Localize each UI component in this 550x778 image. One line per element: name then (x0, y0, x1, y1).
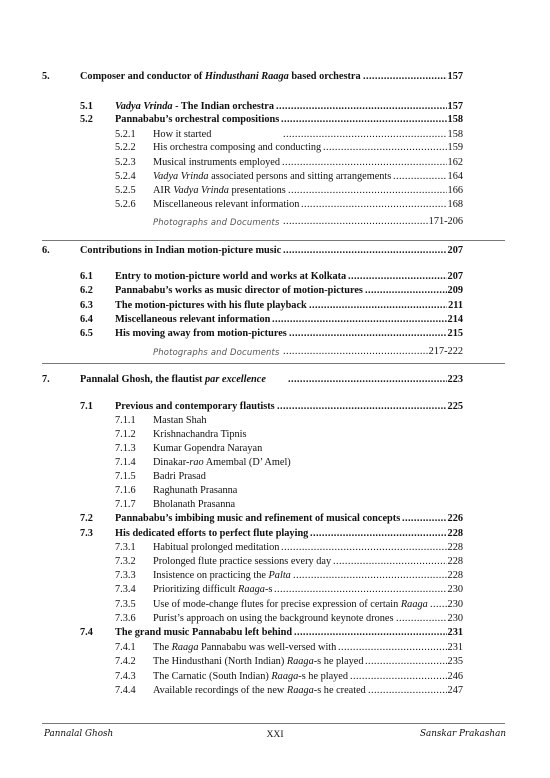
toc-number: 7.3.6 (115, 613, 136, 624)
toc-entry (0, 170, 550, 184)
toc-entry (0, 327, 550, 341)
toc-entry (0, 100, 550, 114)
toc-number: 7.3.5 (115, 599, 136, 610)
toc-entry (0, 684, 550, 698)
toc-number: 7.4 (80, 627, 93, 638)
toc-entry (0, 128, 550, 142)
toc-title: Insistence on practicing the Palta (153, 570, 291, 581)
toc-photographs-entry (0, 215, 550, 229)
toc-number: 7. (42, 374, 50, 385)
toc-number: 7.1.5 (115, 471, 136, 482)
toc-page-number: 225 (447, 401, 463, 412)
toc-number: 5.2.3 (115, 157, 136, 168)
toc-title: AIR Vadya Vrinda presentations (153, 185, 286, 196)
toc-title: Habitual prolonged meditation (153, 542, 280, 553)
toc-number: 7.4.3 (115, 671, 136, 682)
toc-page-number: 247 (447, 685, 463, 696)
toc-entry (0, 655, 550, 669)
toc-page-number: 164 (447, 171, 463, 182)
toc-page-number: 215 (447, 328, 463, 339)
toc-title: Bholanath Prasanna (153, 499, 236, 510)
toc-number: 6.1 (80, 271, 93, 282)
toc-number: 5.1 (80, 101, 93, 112)
divider (42, 363, 505, 364)
toc-title: Miscellaneous relevant information (115, 314, 271, 325)
toc-leader-dots (402, 512, 447, 526)
toc-entry (0, 414, 550, 428)
toc-title: Prioritizing difficult Raaga-s (153, 584, 273, 595)
toc-title: The Carnatic (South Indian) Raaga-s he played (153, 671, 349, 682)
toc-number: 7.3.3 (115, 570, 136, 581)
toc-page-number: 162 (447, 157, 463, 168)
toc-title: Musical instruments employed (153, 157, 280, 168)
toc-entry (0, 583, 550, 597)
toc-title: His orchestra composing and conducting (153, 142, 322, 153)
toc-title: The motion-pictures with his flute playback (115, 300, 307, 311)
toc-title: Photographs and Documents (153, 347, 280, 357)
divider (42, 723, 505, 724)
toc-entry (0, 113, 550, 127)
toc-number: 7.3.4 (115, 584, 136, 595)
toc-entry (0, 641, 550, 655)
toc-entry (0, 198, 550, 212)
toc-entry (0, 484, 550, 498)
toc-title: His dedicated efforts to perfect flute playing (115, 528, 309, 539)
toc-entry (0, 284, 550, 298)
toc-page-number: 168 (447, 199, 463, 210)
toc-number: 7.1.6 (115, 485, 136, 496)
toc-title: How it started (153, 129, 212, 140)
toc-title: His moving away from motion-pictures (115, 328, 287, 339)
toc-leader-dots (309, 299, 447, 313)
toc-entry (0, 184, 550, 198)
toc-entry (0, 456, 550, 470)
toc-leader-dots (323, 141, 447, 155)
toc-title: Prolonged flute practice sessions every day (153, 556, 332, 567)
toc-leader-dots (277, 400, 447, 414)
toc-entry (0, 670, 550, 684)
toc-page-number: 230 (447, 599, 463, 610)
toc-title: Available recordings of the new Raaga-s he created (153, 685, 366, 696)
toc-page-number: 246 (447, 671, 463, 682)
toc-leader-dots (294, 626, 447, 640)
toc-number: 7.2 (80, 513, 93, 524)
toc-number: 6.2 (80, 285, 93, 296)
toc-number: 7.1 (80, 401, 93, 412)
toc-leader-dots (281, 541, 447, 555)
toc-entry (0, 428, 550, 442)
toc-page-number: 223 (447, 374, 463, 385)
toc-title: Miscellaneous relevant information (153, 199, 300, 210)
toc-page-number: 235 (447, 656, 463, 667)
toc-leader-dots (363, 70, 447, 84)
toc-page-number: 159 (447, 142, 463, 153)
toc-leader-dots (283, 244, 447, 258)
toc-number: 7.4.1 (115, 642, 136, 653)
toc-page-number: 226 (447, 513, 463, 524)
toc-number: 7.3.1 (115, 542, 136, 553)
toc-entry (0, 598, 550, 612)
toc-leader-dots (281, 113, 447, 127)
toc-page-number: 166 (447, 185, 463, 196)
toc-leader-dots (365, 655, 447, 669)
toc-page-number: 207 (447, 245, 463, 256)
page-number: XXI (266, 729, 284, 740)
toc-leader-dots (288, 373, 447, 387)
toc-entry (0, 612, 550, 626)
toc-title: Pannalal Ghosh, the flautist par excellence (80, 374, 266, 385)
toc-photographs-entry (0, 345, 550, 359)
toc-entry (0, 313, 550, 327)
footer-publisher: Sanskar Prakashan (419, 729, 506, 739)
toc-title: Previous and contemporary flautists (115, 401, 275, 412)
toc-leader-dots (368, 684, 447, 698)
toc-entry (0, 299, 550, 313)
toc-leader-dots (274, 583, 447, 597)
toc-entry (0, 373, 550, 387)
toc-title: Pannababu’s works as music director of motion-pictures (115, 285, 363, 296)
toc-leader-dots (338, 641, 447, 655)
toc-leader-dots (276, 100, 447, 114)
toc-leader-dots (301, 198, 447, 212)
toc-title: Dinakar-rao Amembal (D’ Amel) (153, 457, 291, 468)
toc-page-number: 217-222 (428, 346, 463, 357)
toc-title: Entry to motion-picture world and works at Kolkata (115, 271, 347, 282)
toc-entry (0, 527, 550, 541)
page-footer (0, 729, 550, 745)
toc-title: Photographs and Documents (153, 217, 280, 227)
toc-page-number: 157 (447, 71, 463, 82)
toc-leader-dots (393, 170, 447, 184)
toc-title: Vadya Vrinda - The Indian orchestra (115, 101, 274, 112)
toc-number: 5. (42, 71, 50, 82)
toc-number: 5.2.6 (115, 199, 136, 210)
toc-leader-dots (310, 527, 447, 541)
toc-page-number: 231 (447, 627, 463, 638)
toc-number: 5.2.2 (115, 142, 136, 153)
toc-title: Pannababu’s imbibing music and refinement of musical concepts (115, 513, 401, 524)
toc-page-number: 228 (447, 556, 463, 567)
toc-page-number: 228 (447, 542, 463, 553)
toc-entry (0, 400, 550, 414)
toc-leader-dots (365, 284, 447, 298)
toc-number: 5.2.1 (115, 129, 136, 140)
toc-title: Use of mode-change flutes for precise expression of certain Raaga (153, 599, 428, 610)
toc-entry (0, 498, 550, 512)
footer-author: Pannalal Ghosh (44, 729, 114, 739)
toc-page-number: 230 (447, 584, 463, 595)
toc-leader-dots (289, 327, 447, 341)
toc-leader-dots (430, 598, 447, 612)
toc-entry (0, 244, 550, 258)
toc-number: 6.3 (80, 300, 93, 311)
toc-entry (0, 70, 550, 84)
toc-entry (0, 470, 550, 484)
toc-title: Composer and conductor of Hindusthani Raaga based orchestra (80, 71, 361, 82)
toc-leader-dots (283, 215, 428, 229)
toc-number: 7.1.7 (115, 499, 136, 510)
toc-title: Purist’s approach on using the background keynote drones (153, 613, 394, 624)
toc-page-number: 209 (447, 285, 463, 296)
toc-title: Contributions in Indian motion-picture music (80, 245, 282, 256)
toc-title: Krishnachandra Tipnis (153, 429, 247, 440)
toc-number: 5.2.4 (115, 171, 136, 182)
toc-entry (0, 569, 550, 583)
toc-number: 7.1.3 (115, 443, 136, 454)
toc-number: 6.4 (80, 314, 93, 325)
toc-page-number: 158 (447, 114, 463, 125)
toc-page-number: 207 (447, 271, 463, 282)
toc-number: 7.3.2 (115, 556, 136, 567)
toc-leader-dots (293, 569, 447, 583)
toc-number: 7.1.1 (115, 415, 136, 426)
toc-title: Kumar Gopendra Narayan (153, 443, 263, 454)
toc-page-number: 158 (447, 129, 463, 140)
toc-page-number: 231 (447, 642, 463, 653)
toc-number: 7.1.4 (115, 457, 136, 468)
toc-leader-dots (348, 270, 447, 284)
toc-page-number: 214 (447, 314, 463, 325)
toc-number: 6.5 (80, 328, 93, 339)
toc-number: 7.3 (80, 528, 93, 539)
toc-leader-dots (333, 555, 447, 569)
toc-title: The Hindusthani (North Indian) Raaga-s he played (153, 656, 364, 667)
toc-entry (0, 541, 550, 555)
toc-entry (0, 156, 550, 170)
toc-entry (0, 555, 550, 569)
toc-number: 5.2 (80, 114, 93, 125)
toc-leader-dots (272, 313, 447, 327)
divider (42, 240, 505, 241)
toc-number: 6. (42, 245, 50, 256)
toc-number: 7.4.2 (115, 656, 136, 667)
toc-title: Pannababu’s orchestral compositions (115, 114, 280, 125)
toc-leader-dots (283, 345, 428, 359)
toc-title: Badri Prasad (153, 471, 206, 482)
toc-leader-dots (283, 128, 447, 142)
toc-number: 7.4.4 (115, 685, 136, 696)
toc-entry (0, 626, 550, 640)
toc-title: The grand music Pannababu left behind (115, 627, 293, 638)
toc-leader-dots (282, 156, 447, 170)
toc-entry (0, 512, 550, 526)
toc-page-number: 228 (447, 528, 463, 539)
toc-leader-dots (350, 670, 447, 684)
toc-page-number: 157 (447, 101, 463, 112)
toc-title: Vadya Vrinda associated persons and sitting arrangements (153, 171, 392, 182)
toc-number: 7.1.2 (115, 429, 136, 440)
toc-entry (0, 141, 550, 155)
toc-title: Mastan Shah (153, 415, 207, 426)
toc-page-number: 228 (447, 570, 463, 581)
toc-title: Raghunath Prasanna (153, 485, 238, 496)
toc-title: The Raaga Pannababu was well-versed with (153, 642, 337, 653)
toc-leader-dots (396, 612, 447, 626)
toc-entry (0, 442, 550, 456)
toc-number: 5.2.5 (115, 185, 136, 196)
toc-leader-dots (288, 184, 447, 198)
toc-page-number: 171-206 (428, 216, 463, 227)
toc-entry (0, 270, 550, 284)
toc-page-number: 230 (447, 613, 463, 624)
toc-page-number: 211 (448, 300, 463, 311)
